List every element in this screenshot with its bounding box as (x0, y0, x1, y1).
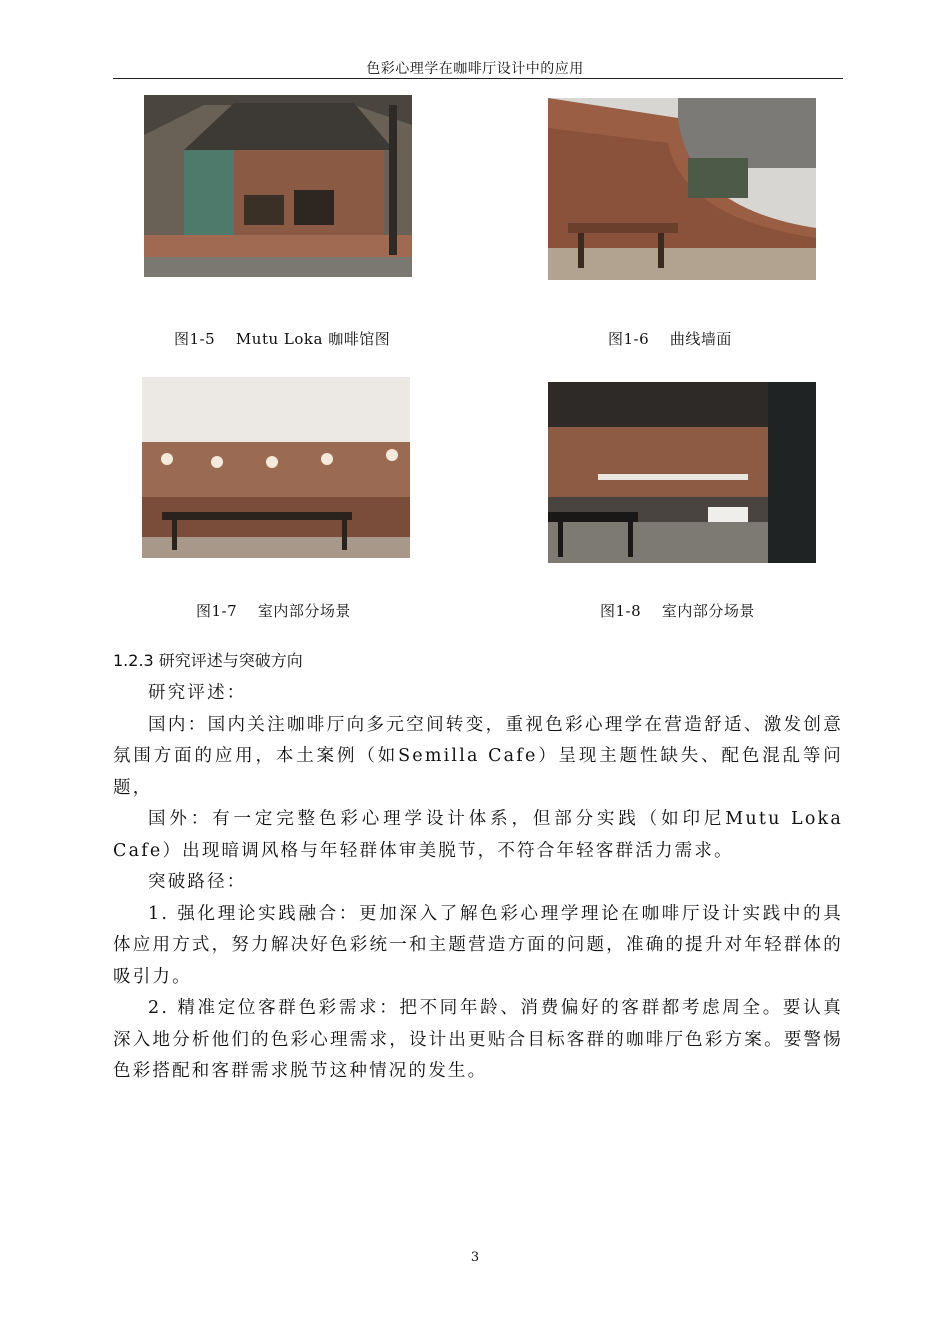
paragraph: 1. 强化理论实践融合：更加深入了解色彩心理学理论在咖啡厅设计实践中的具体应用方式，努力解决好色彩统一和主题营造方面的问题，准确的提升对年轻群体的吸引力。 (113, 903, 843, 987)
figure-1-7-caption: 图1-7 室内部分场景 (196, 602, 351, 620)
figure-1-8-photo (548, 382, 816, 563)
header-divider (113, 78, 843, 79)
figure-1-5-photo (144, 95, 412, 277)
figure-1-6-caption: 图1-6 曲线墙面 (608, 330, 732, 348)
body-text (113, 678, 843, 1088)
page-number: 3 (470, 1250, 480, 1265)
section-heading: 1.2.3 研究评述与突破方向 (113, 651, 303, 670)
paragraph: 国外：有一定完整色彩心理学设计体系，但部分实践（如印尼Mutu Loka Cafe）出现暗调风格与年轻群体审美脱节，不符合年轻客群活力需求。 (113, 809, 843, 861)
running-header: 色彩心理学在咖啡厅设计中的应用 (366, 61, 584, 77)
paragraph: 研究评述： (148, 683, 247, 703)
figure-1-5-caption: 图1-5 Mutu Loka 咖啡馆图 (174, 330, 391, 348)
paragraph: 突破路径： (148, 872, 247, 892)
figure-1-6-photo (548, 98, 816, 280)
figure-1-8-caption: 图1-8 室内部分场景 (600, 602, 755, 620)
figure-1-7-photo (142, 377, 410, 558)
paragraph: 2. 精准定位客群色彩需求：把不同年龄、消费偏好的客群都考虑周全。要认真深入地分析他们的色彩心理需求，设计出更贴合目标客群的咖啡厅色彩方案。要警惕色彩搭配和客群需求脱节这种情况的发生。 (113, 998, 843, 1081)
paragraph: 国内：国内关注咖啡厅向多元空间转变，重视色彩心理学在营造舒适、激发创意氛围方面的应用，本土案例（如Semilla Cafe）呈现主题性缺失、配色混乱等问题， (113, 714, 843, 798)
